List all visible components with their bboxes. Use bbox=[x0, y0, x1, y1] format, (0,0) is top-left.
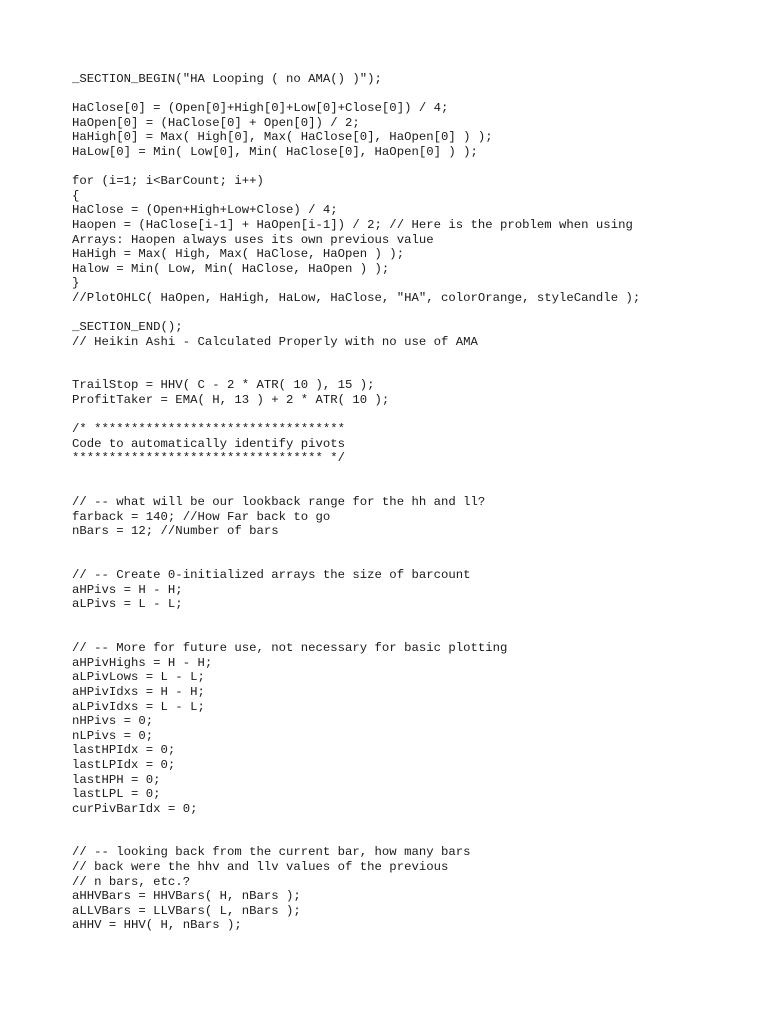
code-line: lastLPIdx = 0; bbox=[72, 757, 176, 772]
code-line: _SECTION_BEGIN("HA Looping ( no AMA() )"); bbox=[72, 72, 382, 86]
code-line: TrailStop = HHV( C - 2 * ATR( 10 ), 15 ); bbox=[72, 378, 375, 393]
code-line: lastHPH = 0; bbox=[72, 772, 161, 787]
code-line bbox=[72, 612, 752, 627]
code-line: { bbox=[72, 188, 80, 203]
code-line bbox=[72, 364, 752, 379]
code-line: // -- what will be our lookback range for the hh and ll? bbox=[72, 495, 486, 510]
code-line: Arrays: Haopen always uses its own previous value bbox=[72, 232, 434, 247]
code-line bbox=[72, 816, 752, 831]
code-line: aLPivLows = L - L; bbox=[72, 670, 205, 685]
code-line: // -- looking back from the current bar, how many bars bbox=[72, 845, 471, 860]
code-line bbox=[72, 481, 752, 496]
code-line: // Heikin Ashi - Calculated Properly with no use of AMA bbox=[72, 334, 478, 349]
code-line: aLLVBars = LLVBars( L, nBars ); bbox=[72, 903, 301, 918]
code-line: curPivBarIdx = 0; bbox=[72, 801, 198, 816]
code-line: // -- Create 0-initialized arrays the size of barcount bbox=[72, 568, 471, 583]
code-line: // n bars, etc.? bbox=[72, 874, 191, 889]
code-line: } bbox=[72, 276, 80, 291]
code-line: // back were the hhv and llv values of the previous bbox=[72, 860, 449, 875]
code-line: //PlotOHLC( HaOpen, HaHigh, HaLow, HaClose, "HA", colorOrange, styleCandle ); bbox=[72, 290, 641, 305]
code-line bbox=[72, 160, 752, 175]
code-line: nHPivs = 0; bbox=[72, 714, 154, 729]
code-line: lastLPL = 0; bbox=[72, 787, 161, 802]
code-line: HaClose[0] = (Open[0]+High[0]+Low[0]+Close[0]) / 4; bbox=[72, 101, 449, 116]
code-line: HaLow[0] = Min( Low[0], Min( HaClose[0], HaOpen[0] ) ); bbox=[72, 144, 478, 159]
code-line: // -- More for future use, not necessary for basic plotting bbox=[72, 641, 508, 656]
code-line: aHPivIdxs = H - H; bbox=[72, 684, 205, 699]
code-line: ********************************** */ bbox=[72, 451, 346, 466]
code-line bbox=[72, 554, 752, 569]
code-line: for (i=1; i<BarCount; i++) bbox=[72, 174, 264, 189]
code-line: HaOpen[0] = (HaClose[0] + Open[0]) / 2; bbox=[72, 115, 360, 130]
code-line: lastHPIdx = 0; bbox=[72, 743, 176, 758]
code-listing bbox=[72, 72, 752, 933]
code-line bbox=[72, 306, 752, 321]
code-line: aHPivs = H - H; bbox=[72, 582, 183, 597]
code-line bbox=[72, 539, 752, 554]
code-line: _SECTION_END(); bbox=[72, 320, 183, 335]
code-line: /* ********************************** bbox=[72, 422, 346, 437]
code-line: HaHigh[0] = Max( High[0], Max( HaClose[0], HaOpen[0] ) ); bbox=[72, 130, 493, 145]
code-line bbox=[72, 831, 752, 846]
code-line: farback = 140; //How Far back to go bbox=[72, 509, 331, 524]
code-line bbox=[72, 466, 752, 481]
code-line bbox=[72, 349, 752, 364]
code-line: Haopen = (HaClose[i-1] + HaOpen[i-1]) / 2; // Here is the problem when using bbox=[72, 217, 633, 232]
code-line bbox=[72, 408, 752, 423]
code-line bbox=[72, 627, 752, 642]
code-line: nLPivs = 0; bbox=[72, 728, 154, 743]
code-line: aHPivHighs = H - H; bbox=[72, 655, 213, 670]
code-line: Code to automatically identify pivots bbox=[72, 436, 346, 451]
code-line: aLPivs = L - L; bbox=[72, 597, 183, 612]
code-line: aLPivIdxs = L - L; bbox=[72, 699, 205, 714]
code-line bbox=[72, 87, 752, 102]
code-line: ProfitTaker = EMA( H, 13 ) + 2 * ATR( 10 ); bbox=[72, 393, 390, 408]
code-line: aHHVBars = HHVBars( H, nBars ); bbox=[72, 889, 301, 904]
code-line: nBars = 12; //Number of bars bbox=[72, 524, 279, 539]
code-line: Halow = Min( Low, Min( HaClose, HaOpen ) ); bbox=[72, 261, 390, 276]
code-line: HaHigh = Max( High, Max( HaClose, HaOpen ) ); bbox=[72, 247, 405, 262]
code-line: aHHV = HHV( H, nBars ); bbox=[72, 918, 242, 933]
code-line: HaClose = (Open+High+Low+Close) / 4; bbox=[72, 203, 338, 218]
